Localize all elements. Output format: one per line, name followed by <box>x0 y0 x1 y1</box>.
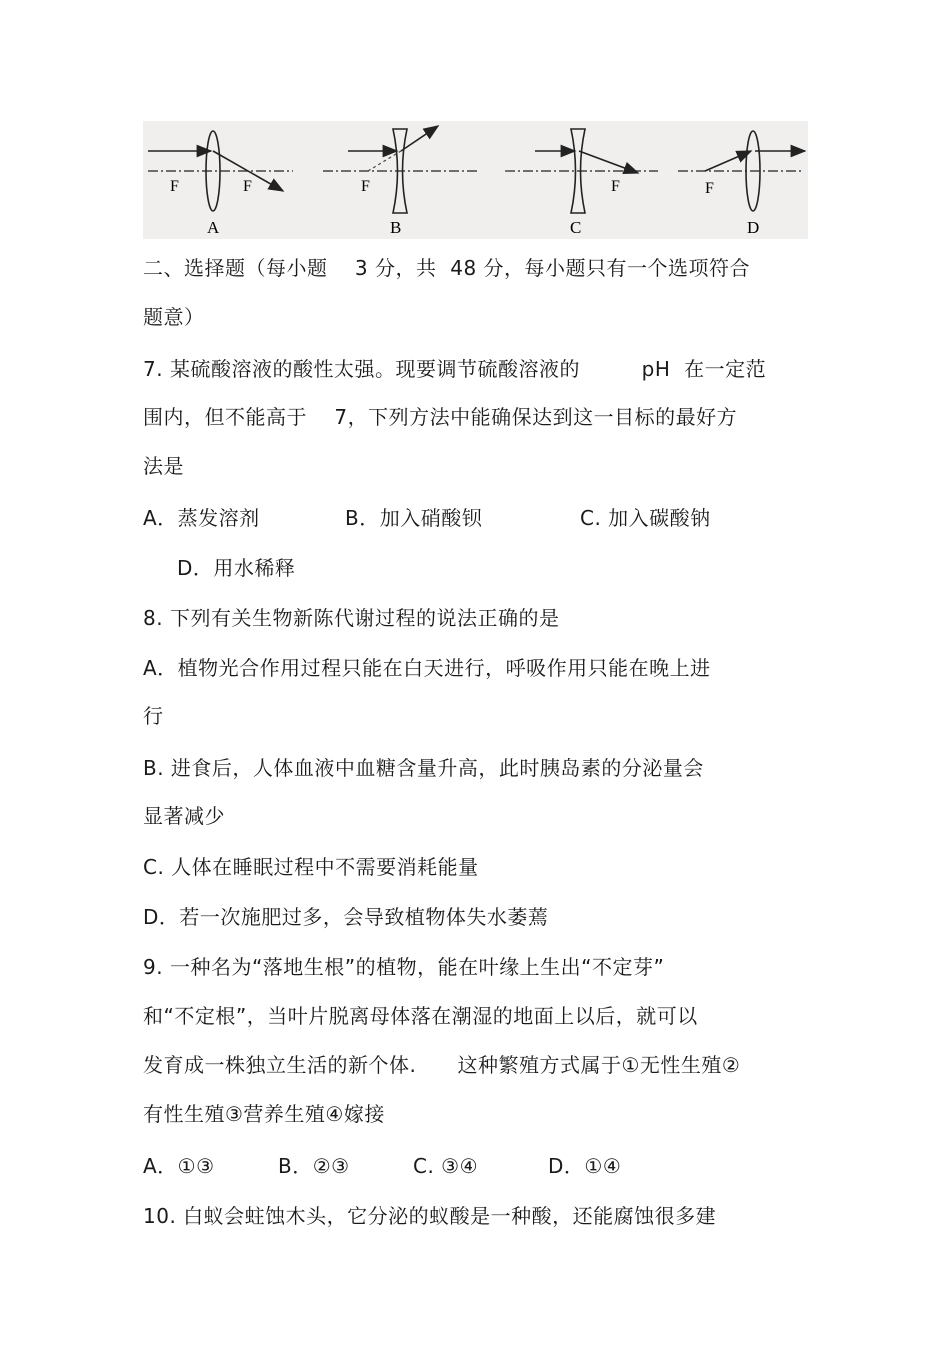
q9-stem-line-3: 发育成一株独立生活的新个体. 这种繁殖方式属于①无性生殖② <box>143 1053 741 1077</box>
q7-stem-line-2: 围内，但不能高于 7，下列方法中能确保达到这一目标的最好方 <box>143 405 738 429</box>
q8-option-d: D．若一次施肥过多，会导致植物体失水萎蔫 <box>143 905 549 929</box>
lens-label-c: C <box>570 218 582 237</box>
lens-diagram-b <box>323 126 478 237</box>
section-heading-line-1: 二、选择题（每小题 3 分，共 48 分，每小题只有一个选项符合 <box>143 256 751 280</box>
q7-option-a: A．蒸发溶剂 <box>143 506 260 530</box>
q7-option-c: C. 加入碳酸钠 <box>580 506 711 530</box>
lens-diagram-a <box>148 131 293 237</box>
q8-option-b-line-2: 显著减少 <box>143 804 225 828</box>
q8-option-a-line-1: A．植物光合作用过程只能在白天进行，呼吸作用只能在晚上进 <box>143 656 711 680</box>
lens-label-a: A <box>207 218 220 237</box>
q7-option-b: B．加入硝酸钡 <box>345 506 483 530</box>
q8-option-b-line-1: B. 进食后，人体血液中血糖含量升高，此时胰岛素的分泌量会 <box>143 756 704 780</box>
q7-option-d: D．用水稀释 <box>177 556 296 580</box>
lens-diagram-d <box>678 131 805 237</box>
q9-stem-line-4: 有性生殖③营养生殖④嫁接 <box>143 1102 385 1126</box>
q9-option-c: C. ③④ <box>413 1154 479 1178</box>
focus-label-c: F <box>611 178 620 195</box>
focus-label-a-right: F <box>243 178 252 195</box>
lens-label-b: B <box>390 218 402 237</box>
q9-option-b: B．②③ <box>278 1154 350 1178</box>
focus-label-d: F <box>705 180 714 197</box>
focus-label-b: F <box>361 178 370 195</box>
q9-option-d: D．①④ <box>548 1154 622 1178</box>
q8-stem: 8. 下列有关生物新陈代谢过程的说法正确的是 <box>143 606 560 630</box>
focus-label-a-left: F <box>170 178 179 195</box>
q9-option-a: A．①③ <box>143 1154 215 1178</box>
lens-figure <box>143 121 808 239</box>
q7-stem-line-1: 7. 某硫酸溶液的酸性太强。现要调节硫酸溶液的 pH 在一定范 <box>143 357 767 381</box>
lens-diagram-c <box>505 129 658 237</box>
q9-stem-line-1: 9. 一种名为“落地生根”的植物，能在叶缘上生出“不定芽” <box>143 955 665 979</box>
section-heading-line-2: 题意） <box>143 305 205 329</box>
q7-stem-line-3: 法是 <box>143 454 184 478</box>
q9-stem-line-2: 和“不定根”，当叶片脱离母体落在潮湿的地面上以后，就可以 <box>143 1004 698 1028</box>
q8-option-a-line-2: 行 <box>143 704 164 728</box>
q10-stem-line-1: 10. 白蚁会蛀蚀木头，它分泌的蚁酸是一种酸，还能腐蚀很多建 <box>143 1204 717 1228</box>
lens-label-d: D <box>747 218 760 237</box>
q8-option-c: C. 人体在睡眠过程中不需要消耗能量 <box>143 855 479 879</box>
